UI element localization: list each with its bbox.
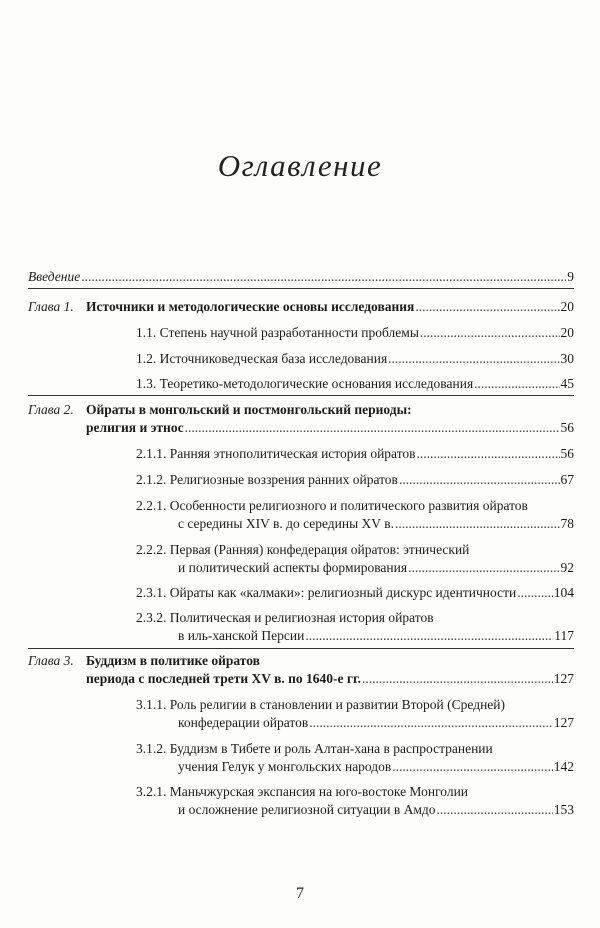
section-title: Степень научной разработанности проблемы: [159, 325, 419, 340]
section-number: 2.3.1.: [136, 585, 167, 600]
section-title-line1: Роль религии в становлении и развитии Второй (Средней): [169, 697, 506, 712]
toc-chapter-1: [28, 298, 574, 316]
section-title-line1: Буддизм в Тибете и роль Алтан-хана в распространении: [169, 741, 493, 756]
divider: [28, 395, 574, 396]
toc-page-number: 78: [560, 516, 574, 531]
toc-section: [28, 783, 574, 819]
toc-section: [28, 350, 574, 368]
leader-dots: [185, 419, 560, 437]
leader-dots: [309, 714, 552, 732]
toc-page-number: 56: [560, 420, 574, 435]
toc-chapter-3: [28, 652, 574, 688]
section-number: 1.1.: [136, 325, 157, 340]
toc-page-number: 30: [560, 351, 574, 366]
section-number: 1.3.: [136, 376, 157, 391]
leader-dots: [388, 350, 559, 368]
chapter-title-line1: Ойраты в монгольский и постмонгольский периоды:: [86, 402, 412, 417]
page-title: Оглавление: [217, 148, 383, 183]
section-title-line2: с середины XIV в. до середины XV в.: [178, 516, 394, 531]
section-title: Теоретико-методологические основания исследования: [159, 376, 474, 391]
section-title: Источниковедческая база исследования: [159, 351, 388, 366]
toc-section: [28, 497, 574, 533]
toc-page-number: 9: [567, 269, 574, 284]
section-number: 1.2.: [136, 351, 157, 366]
toc-section: [28, 324, 574, 342]
toc-section: [28, 609, 574, 645]
section-number: 2.2.1.: [136, 498, 167, 513]
leader-dots: [81, 268, 566, 286]
divider: [28, 288, 574, 289]
toc-section: [28, 696, 574, 732]
chapter-title-line1: Буддизм в политике ойратов: [86, 653, 260, 668]
leader-dots: [417, 445, 560, 463]
leader-dots: [362, 670, 553, 688]
toc-page-number: 142: [553, 759, 574, 774]
section-title-line2: конфедерации ойратов: [178, 715, 309, 730]
toc-section: [28, 740, 574, 776]
toc-page-number: 92: [560, 560, 574, 575]
toc-section: [28, 584, 574, 602]
chapter-title-line2: религия и этнос: [86, 420, 184, 435]
toc-page-number: 104: [553, 585, 574, 600]
section-title-line1: Особенности религиозного и политического развития ойратов: [169, 498, 528, 513]
leader-dots: [437, 801, 553, 819]
section-title: Ранняя этнополитическая история ойратов: [169, 446, 416, 461]
toc-section: [28, 541, 574, 577]
section-number: 2.3.2.: [136, 610, 167, 625]
leader-dots: [420, 324, 560, 342]
toc-page-number: 153: [553, 802, 574, 817]
toc-section: [28, 471, 574, 489]
leader-dots: [415, 298, 559, 316]
section-title-line1: Маньчжурская экспансия на юго-востоке Монголии: [169, 784, 469, 799]
section-title: Ойраты как «калмаки»: религиозный дискурс идентичности: [169, 585, 517, 600]
section-title-line2: учения Гелук у монгольских народов: [178, 759, 392, 774]
chapter-label: Глава 1.: [28, 299, 74, 314]
section-number: 2.1.2.: [136, 472, 167, 487]
chapter-label: Глава 3.: [28, 653, 74, 668]
chapter-title: Источники и методологические основы исследования: [86, 299, 415, 314]
toc-page-number: 45: [560, 376, 574, 391]
toc-page-number: 127: [553, 671, 574, 686]
leader-dots: [408, 559, 559, 577]
toc-chapter-2: [28, 401, 574, 437]
section-title-line1: Первая (Ранняя) конфедерация ойратов: этнический: [169, 542, 470, 557]
toc-entry-intro: [28, 268, 574, 286]
toc-section: [28, 375, 574, 393]
toc-page-number: 117: [554, 628, 574, 643]
section-number: 3.1.1.: [136, 697, 167, 712]
leader-dots: [517, 584, 553, 602]
toc-page-number: 67: [560, 472, 574, 487]
section-title-line2: в иль-ханской Персии: [178, 628, 305, 643]
leader-dots: [474, 375, 559, 393]
section-number: 3.1.2.: [136, 741, 167, 756]
section-number: 2.1.1.: [136, 446, 167, 461]
section-title-line2: и осложнение религиозной ситуации в Амдо: [178, 802, 436, 817]
leader-dots: [392, 758, 552, 776]
toc-page-number: 20: [560, 299, 574, 314]
section-number: 2.2.2.: [136, 542, 167, 557]
section-title: Религиозные воззрения ранних ойратов: [169, 472, 398, 487]
toc-page-number: 56: [560, 446, 574, 461]
page-number: 7: [296, 885, 304, 902]
toc-entry-label: Введение: [28, 269, 81, 284]
toc-section: [28, 445, 574, 463]
toc-page-number: 20: [560, 325, 574, 340]
leader-dots: [395, 515, 560, 533]
section-title-line2: и политический аспекты формирования: [178, 560, 408, 575]
section-title-line1: Политическая и религиозная история ойратов: [169, 610, 434, 625]
leader-dots: [305, 627, 553, 645]
leader-dots: [399, 471, 560, 489]
toc-page-number: 127: [553, 715, 574, 730]
section-number: 3.2.1.: [136, 784, 167, 799]
chapter-label: Глава 2.: [28, 402, 74, 417]
chapter-title-line2: периода с последней трети XV в. по 1640-е гг.: [86, 671, 362, 686]
divider: [28, 648, 574, 649]
